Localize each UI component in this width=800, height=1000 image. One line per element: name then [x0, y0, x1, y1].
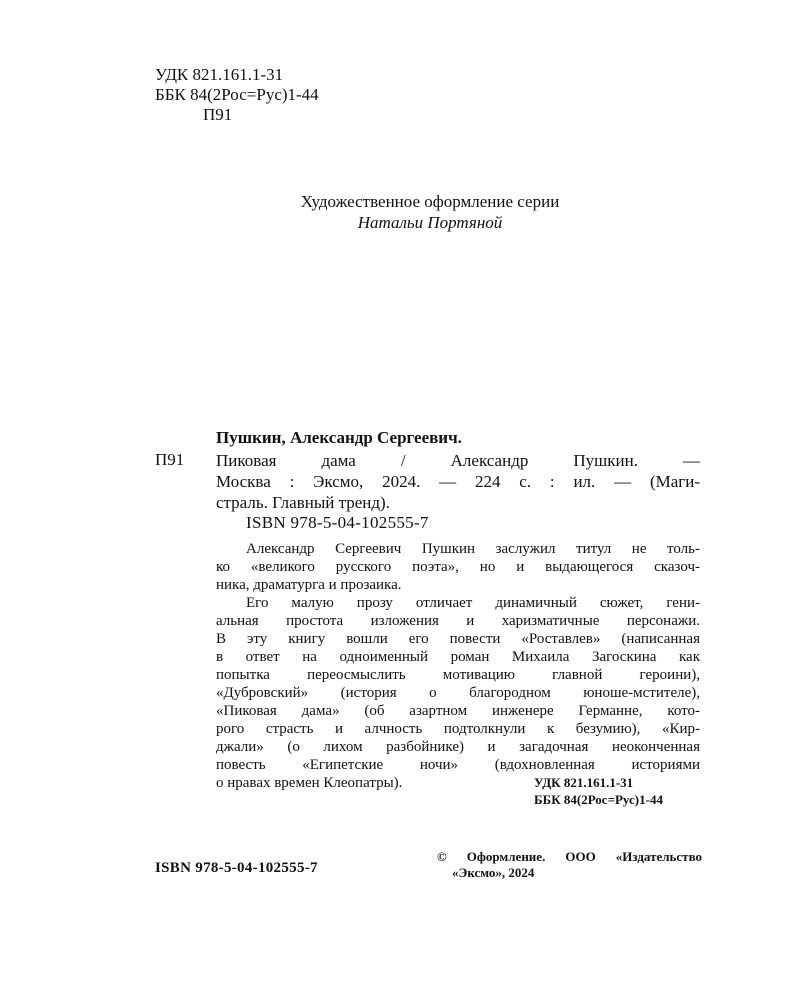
author-heading: Пушкин, Александр Сергеевич.	[216, 428, 462, 447]
annotation-line: повесть «Египетские ночи» (вдохновленная историями	[216, 757, 700, 773]
isbn: ISBN 978-5-04-102555-7	[246, 513, 429, 532]
annotation-line: попытка переосмыслить мотивацию главной героини),	[216, 667, 700, 683]
bbk-code-right: ББК 84(2Рос=Рус)1-44	[534, 792, 663, 807]
series-design-credit	[0, 191, 800, 233]
annotation-line: ника, драматурга и прозаика.	[216, 577, 402, 593]
annotation-line: «Пиковая дама» (об азартном инженере Германне, кото-	[216, 703, 700, 719]
author-mark: П91	[203, 105, 233, 124]
annotation	[216, 540, 700, 792]
bibliographic-description	[216, 450, 700, 513]
annotation-line: в ответ на одноименный роман Михаила Загоскина как	[216, 649, 700, 665]
bibliographic-line: страль. Главный тренд).	[216, 493, 390, 512]
bbk-code: ББК 84(2Рос=Рус)1-44	[155, 85, 319, 104]
series-designer-name: Натальи Портяной	[357, 213, 503, 232]
annotation-line: В эту книгу вошли его повести «Роставлев» (написанная	[216, 631, 700, 647]
series-design-label: Художественное оформление серии	[300, 192, 560, 211]
bibliographic-line: Москва : Эксмо, 2024. — 224 с. : ил. — (Маги-	[216, 472, 700, 491]
copyright-line: © Оформление. ООО «Издательство	[437, 849, 702, 864]
bibliographic-line: Пиковая дама / Александр Пушкин. —	[216, 451, 700, 470]
annotation-line: рого страсть и алчность подтолкнули к безумию), «Кир-	[216, 721, 700, 737]
isbn-footer: ISBN 978-5-04-102555-7	[155, 860, 318, 876]
copyright-line: «Эксмо», 2024	[452, 865, 535, 880]
annotation-line: Александр Сергеевич Пушкин заслужил титул не толь-	[246, 541, 700, 557]
udk-code-right: УДК 821.161.1-31	[534, 775, 634, 790]
classification-block-top	[155, 65, 319, 125]
udk-code: УДК 821.161.1-31	[155, 65, 284, 84]
annotation-line: «Дубровский» (история о благородном юноше-мстителе),	[216, 685, 700, 701]
annotation-line: джали» (о лихом разбойнике) и загадочная неоконченная	[216, 739, 700, 755]
copyright-notice	[437, 849, 702, 881]
annotation-line: Его малую прозу отличает динамичный сюжет, гени-	[246, 595, 700, 611]
author-mark-left: П91	[155, 450, 185, 469]
annotation-line: ко «великого русского поэта», но и выдающегося сказоч-	[216, 559, 700, 575]
annotation-line: альная простота изложения и харизматичные персонажи.	[216, 613, 700, 629]
annotation-line: о нравах времен Клеопатры).	[216, 775, 403, 791]
classification-block-right	[534, 774, 663, 808]
